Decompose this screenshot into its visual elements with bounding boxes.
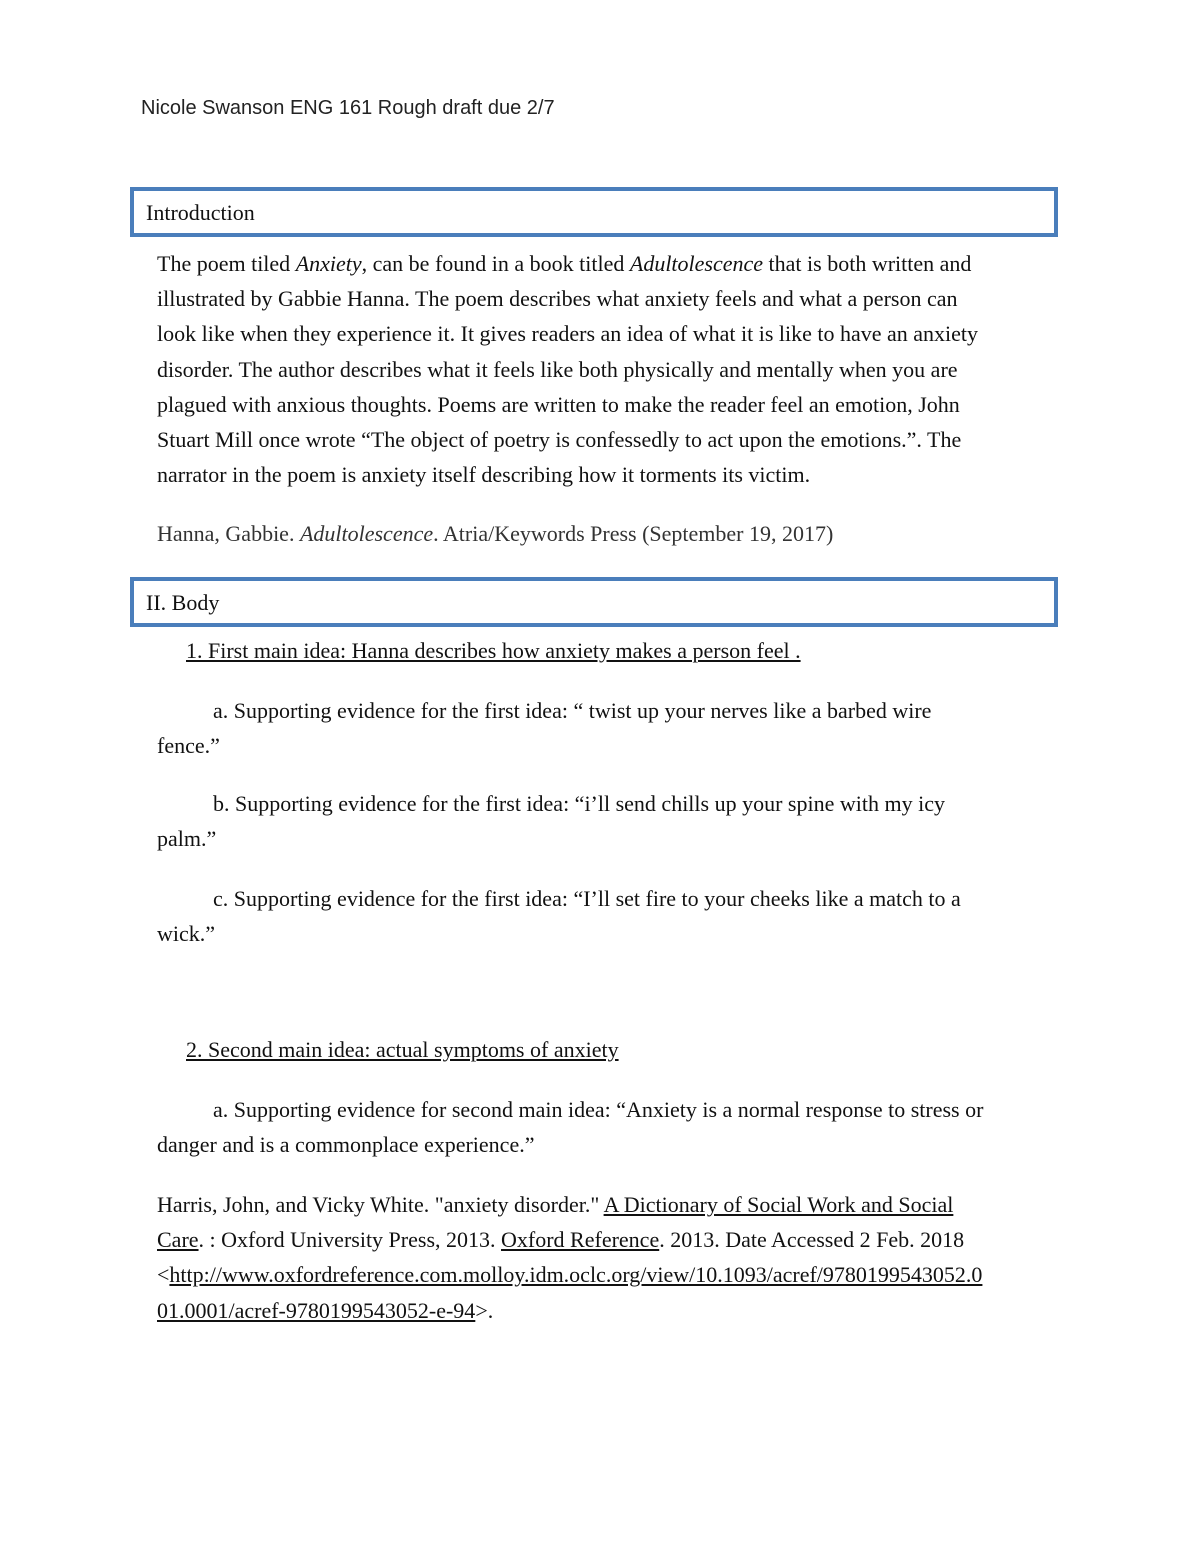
first-main-idea: 1. First main idea: Hanna describes how anxiety makes a person feel . <box>186 638 801 663</box>
evidence-line: a. Supporting evidence for second main idea: “Anxiety is a normal response to stress or <box>213 1097 984 1122</box>
evidence-item <box>157 693 1052 763</box>
italic-title: Anxiety <box>295 251 362 276</box>
italic-title: Adultolescence <box>299 521 434 546</box>
intro-line: The poem tiled Anxiety, can be found in a book titled Adultolescence that is both written and <box>157 251 972 276</box>
intro-line: narrator in the poem is anxiety itself describing how it torments its victim. <box>157 462 811 488</box>
evidence-line: wick.” <box>157 921 216 947</box>
citation-line-url[interactable]: 01.0001/acref-9780199543052-e-94>. <box>157 1297 494 1323</box>
evidence-item <box>157 881 1052 951</box>
evidence-line: danger and is a commonplace experience.” <box>157 1132 535 1158</box>
introduction-citation: Hanna, Gabbie. Adultolescence. Atria/Keywords Press (September 19, 2017) <box>157 521 834 546</box>
underlined-text: 01.0001/acref-9780199543052-e-94 <box>157 1297 476 1323</box>
evidence-line: fence.” <box>157 733 220 759</box>
body-heading-box <box>130 577 1058 627</box>
evidence-item <box>157 1092 1052 1162</box>
intro-line: Stuart Mill once wrote “The object of poetry is confessedly to act upon the emotions.”. The <box>157 427 962 453</box>
citation-line-url[interactable]: <http://www.oxfordreference.com.molloy.idm.oclc.org/view/10.1093/acref/9780199543052.0 <box>157 1262 983 1288</box>
underlined-text: Care <box>157 1227 199 1253</box>
introduction-heading-box <box>130 187 1058 237</box>
underlined-text: Oxford Reference <box>501 1227 660 1253</box>
citation-line: Care. : Oxford University Press, 2013. Oxford Reference. 2013. Date Accessed 2 Feb. 2018 <box>157 1227 965 1253</box>
citation-line: Harris, John, and Vicky White. "anxiety disorder." A Dictionary of Social Work and Social <box>157 1192 954 1217</box>
evidence-item <box>157 786 1052 856</box>
body-heading: II. Body <box>146 590 220 615</box>
underlined-text: A Dictionary of Social Work and Social <box>603 1192 954 1217</box>
italic-title: Adultolescence <box>629 251 764 276</box>
evidence-line: a. Supporting evidence for the first idea: “ twist up your nerves like a barbed wire <box>213 698 932 723</box>
evidence-line: palm.” <box>157 826 217 852</box>
body-citation <box>157 1187 1052 1328</box>
intro-line: plagued with anxious thoughts. Poems are written to make the reader feel an emotion, John <box>157 391 960 417</box>
introduction-heading: Introduction <box>146 200 255 225</box>
intro-line: disorder. The author describes what it feels like both physically and mentally when you are <box>157 356 958 382</box>
second-main-idea: 2. Second main idea: actual symptoms of anxiety <box>186 1037 619 1062</box>
evidence-line: c. Supporting evidence for the first idea: “I’ll set fire to your cheeks like a match to a <box>213 886 961 911</box>
evidence-line: b. Supporting evidence for the first idea: “i’ll send chills up your spine with my icy <box>213 791 945 816</box>
intro-line: look like when they experience it. It gives readers an idea of what it is like to have an anxiety <box>157 321 979 347</box>
document-header: Nicole Swanson ENG 161 Rough draft due 2/7 <box>141 97 555 119</box>
intro-line: illustrated by Gabbie Hanna. The poem describes what anxiety feels and what a person can <box>157 286 958 312</box>
underlined-text: http://www.oxfordreference.com.molloy.idm.oclc.org/view/10.1093/acref/9780199543052.0 <box>169 1262 983 1288</box>
introduction-paragraph <box>157 246 1052 492</box>
